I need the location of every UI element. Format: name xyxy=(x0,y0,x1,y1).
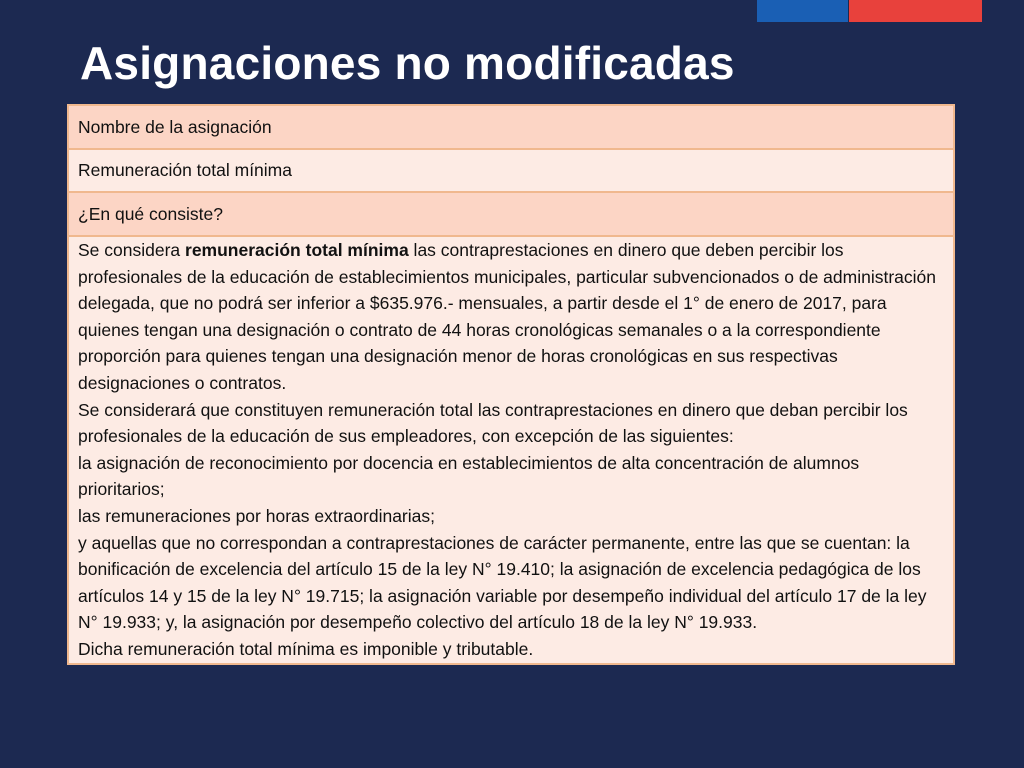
header-label-cell: Nombre de la asignación xyxy=(68,105,954,149)
table-row-header xyxy=(68,105,954,149)
description-paragraph-1 xyxy=(78,237,944,397)
table-row-question xyxy=(68,192,954,236)
table-row-name xyxy=(68,149,954,192)
description-text: Se considera xyxy=(78,240,186,260)
allowance-table xyxy=(67,104,955,665)
table-row-description xyxy=(68,236,954,664)
description-text: las contraprestaciones en dinero que deben percibir los profesionales de la educación de establecimientos municipales, particular subvencionados o de administración delegada, que no podrá ser inferior a $635.976.- mensuales, a partir desde el 1° de enero de 2017, para quienes tengan una designación o contrato de 44 horas cronológicas semanales o a la correspondiente proporción para quienes tengan una designación menor de horas cronológicas en sus respectivas designaciones o contratos. xyxy=(78,240,937,393)
description-paragraph-5: y aquellas que no correspondan a contraprestaciones de carácter permanente, entre las que se cuentan: la bonificación de excelencia del artículo 15 de la ley N° 19.410; la asignación de excelencia pedagógica de los artículos 14 y 15 de la ley N° 19.715; la asignación variable por desempeño individual del artículo 17 de la ley N° 19.933; y, la asignación por desempeño colectivo del artículo 18 de la ley N° 19.933. xyxy=(78,532,927,633)
description-paragraph-6: Dicha remuneración total mínima es imponible y tributable. xyxy=(78,638,534,659)
flag-stripe-blue xyxy=(757,0,848,22)
description-cell xyxy=(68,236,954,664)
slide-title: Asignaciones no modificadas xyxy=(80,37,735,89)
allowance-name-cell: Remuneración total mínima xyxy=(68,149,954,192)
flag-stripe-red xyxy=(849,0,982,22)
description-paragraph-3: la asignación de reconocimiento por docencia en establecimientos de alta concentración de alumnos prioritarios; xyxy=(78,452,860,500)
description-paragraph-2: Se considerará que constituyen remuneración total las contraprestaciones en dinero que deban percibir los profesionales de la educación de sus empleadores, con excepción de las siguientes: xyxy=(78,399,908,447)
description-paragraph-4: las remuneraciones por horas extraordinarias; xyxy=(78,505,435,526)
description-bold-term: remuneración total mínima xyxy=(185,240,409,260)
question-label-cell: ¿En qué consiste? xyxy=(68,192,954,236)
